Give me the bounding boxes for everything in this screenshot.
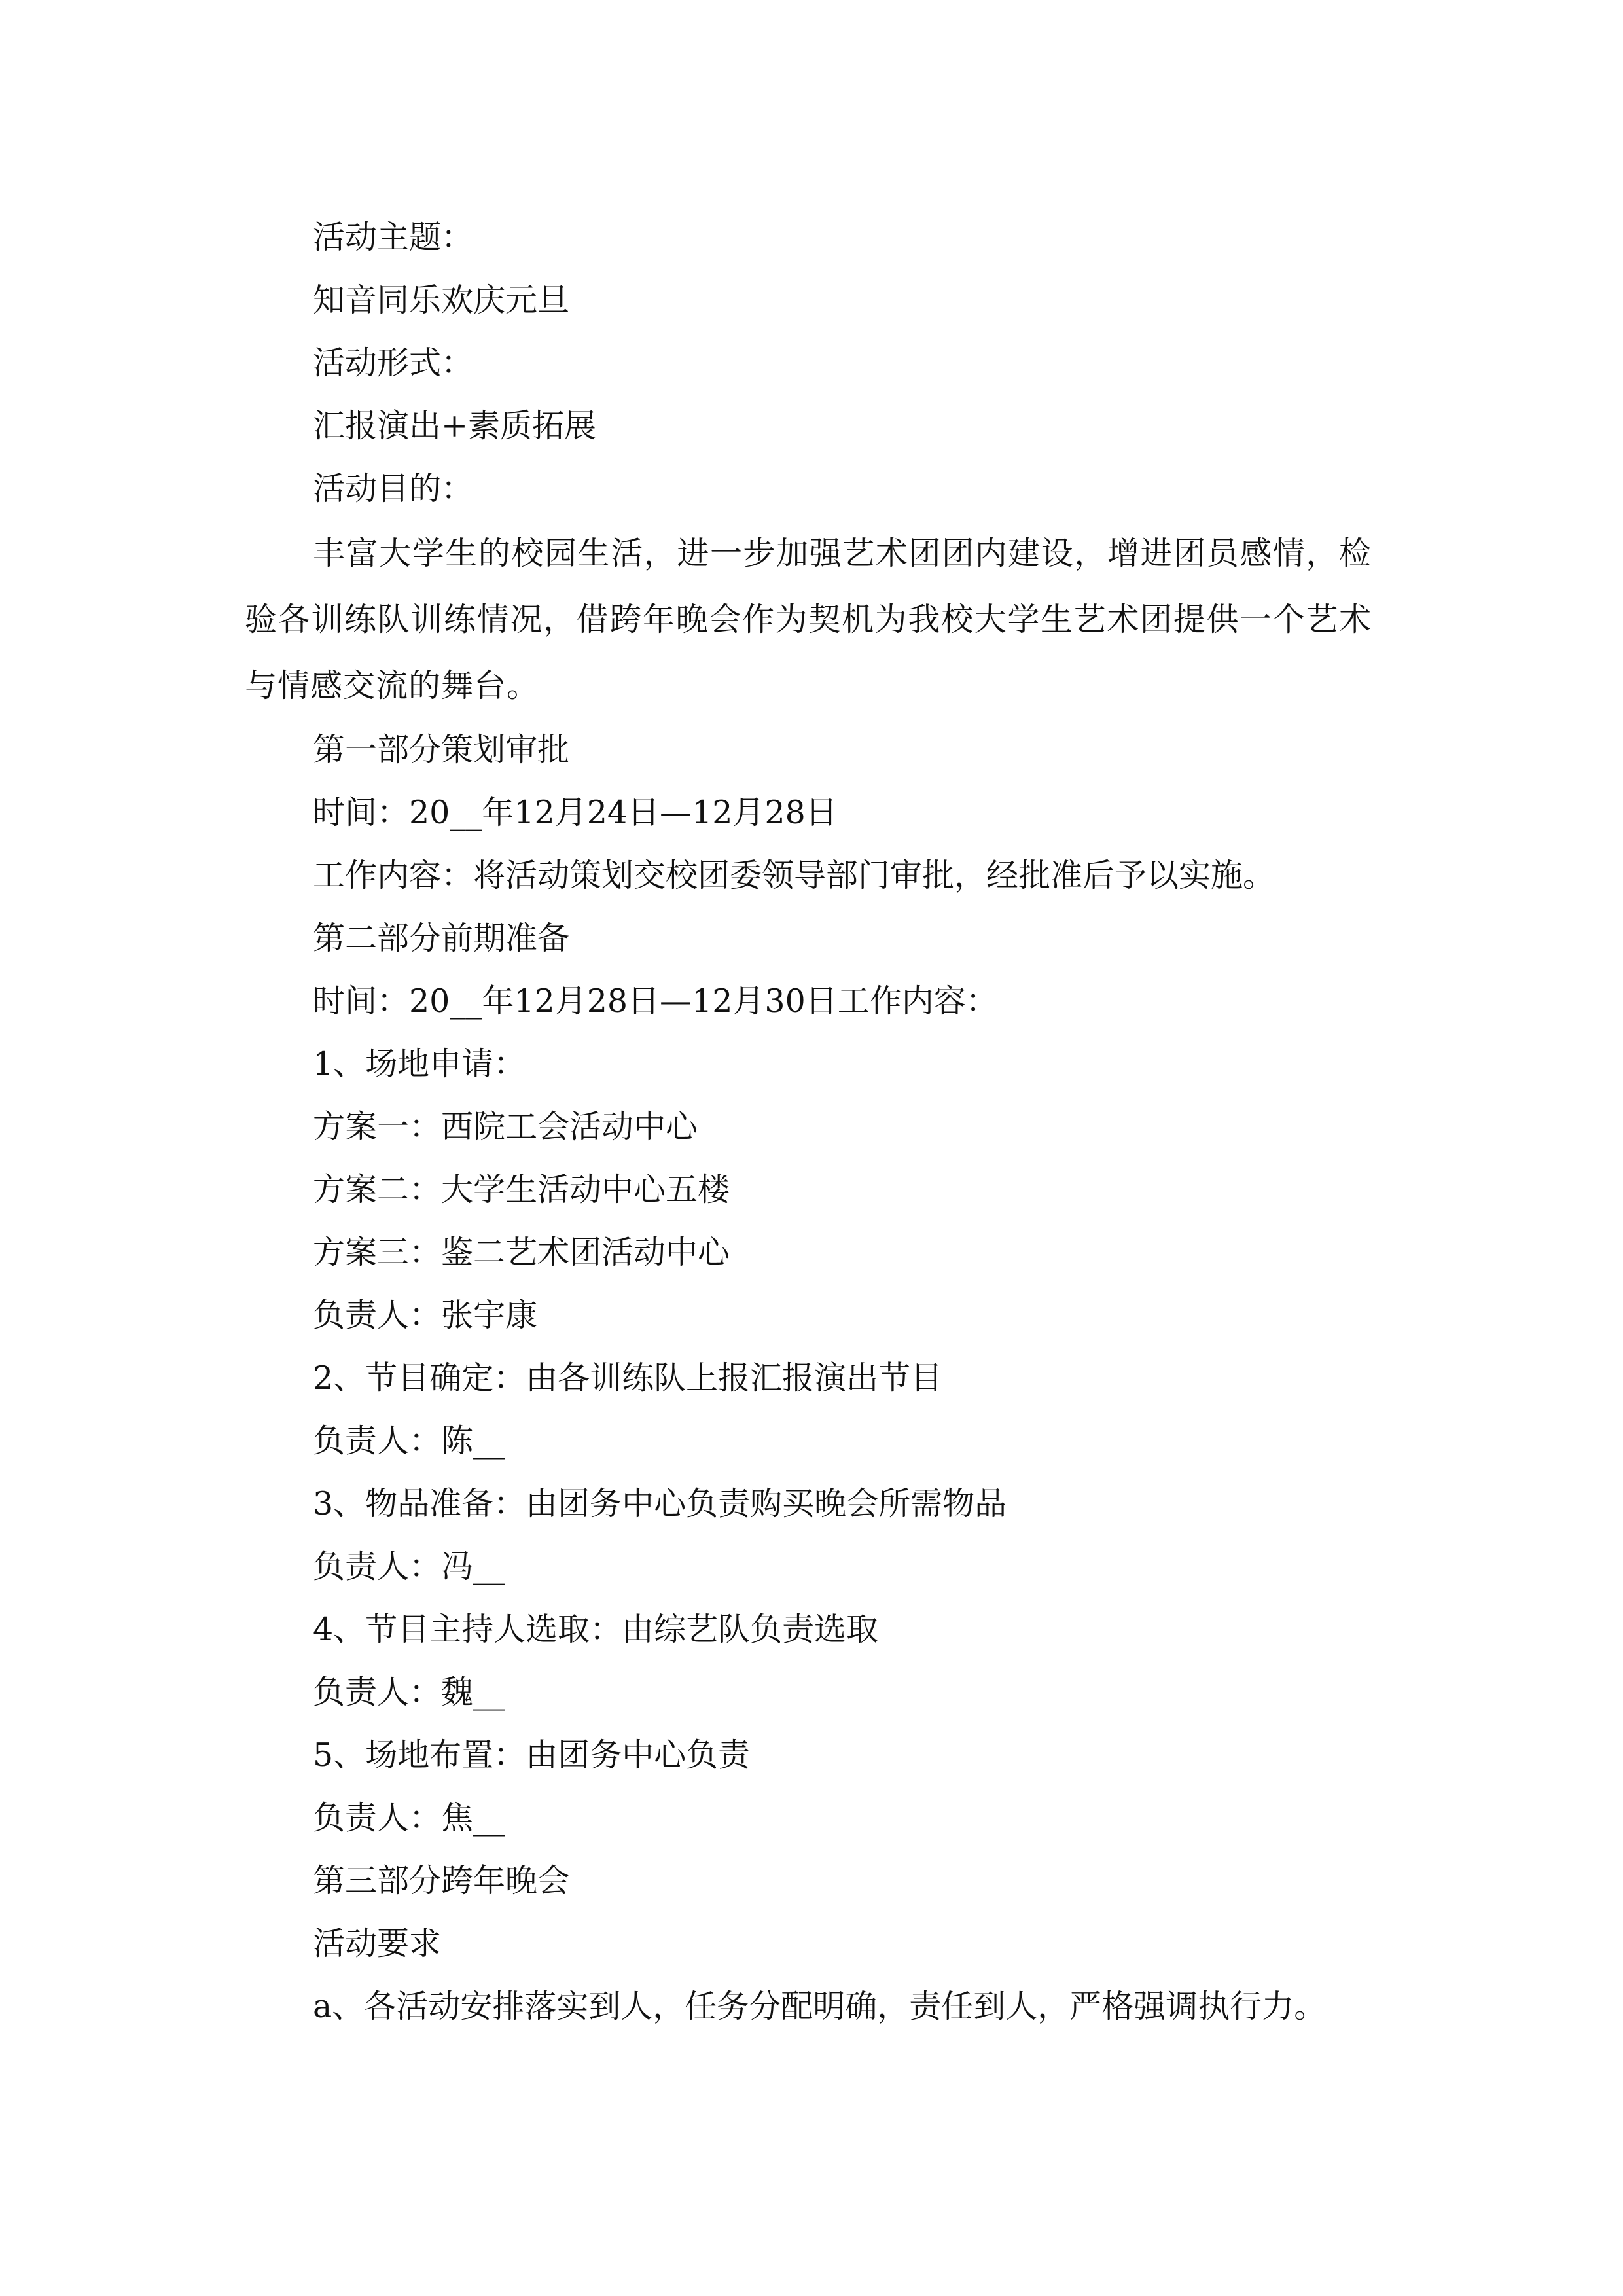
part-one-heading: 第一部分策划审批 — [313, 731, 570, 768]
part-two-time: 时间：20__年12月28日—12月30日工作内容： — [313, 982, 998, 1020]
activity-form-value: 汇报演出+素质拓展 — [313, 407, 597, 444]
activity-theme-value: 知音同乐欢庆元旦 — [313, 281, 570, 319]
layout-person-in-charge: 负责人：焦__ — [313, 1799, 506, 1837]
venue-layout: 5、场地布置：由团务中心负责 — [313, 1736, 751, 1774]
host-person-in-charge: 负责人：魏__ — [313, 1674, 506, 1711]
supplies-preparation: 3、物品准备：由团务中心负责购买晚会所需物品 — [313, 1485, 1007, 1522]
venue-application: 1、场地申请： — [313, 1045, 526, 1083]
program-confirmation: 2、节目确定：由各训练队上报汇报演出节目 — [313, 1359, 943, 1397]
requirement-a: a、各活动安排落实到人，任务分配明确，责任到人，严格强调执行力。 — [313, 1988, 1327, 2025]
supplies-person-in-charge: 负责人：冯__ — [313, 1548, 506, 1585]
host-selection: 4、节目主持人选取：由综艺队负责选取 — [313, 1611, 879, 1648]
part-two-heading: 第二部分前期准备 — [313, 920, 570, 957]
heading-activity-theme: 活动主题： — [313, 219, 474, 256]
venue-option-one: 方案一：西院工会活动中心 — [313, 1108, 698, 1145]
activity-requirements-heading: 活动要求 — [313, 1925, 442, 1962]
document-body — [245, 206, 1372, 2038]
venue-option-two: 方案二：大学生活动中心五楼 — [313, 1171, 730, 1208]
purpose-paragraph: 丰富大学生的校园生活，进一步加强艺术团团内建设，增进团员感情，检验各训练队训练情况，借跨年晚会作为契机为我校大学生艺术团提供一个艺术与情感交流的舞台。 — [245, 535, 1372, 704]
part-one-time: 时间：20__年12月24日—12月28日 — [313, 794, 838, 831]
heading-activity-purpose: 活动目的： — [313, 470, 474, 507]
venue-person-in-charge: 负责人：张宇康 — [313, 1297, 538, 1334]
heading-activity-form: 活动形式： — [313, 344, 474, 382]
program-person-in-charge: 负责人：陈__ — [313, 1422, 506, 1460]
venue-option-three: 方案三：鉴二艺术团活动中心 — [313, 1234, 730, 1271]
part-one-work-content: 工作内容：将活动策划交校团委领导部门审批，经批准后予以实施。 — [313, 857, 1275, 894]
part-three-heading: 第三部分跨年晚会 — [313, 1862, 570, 1899]
